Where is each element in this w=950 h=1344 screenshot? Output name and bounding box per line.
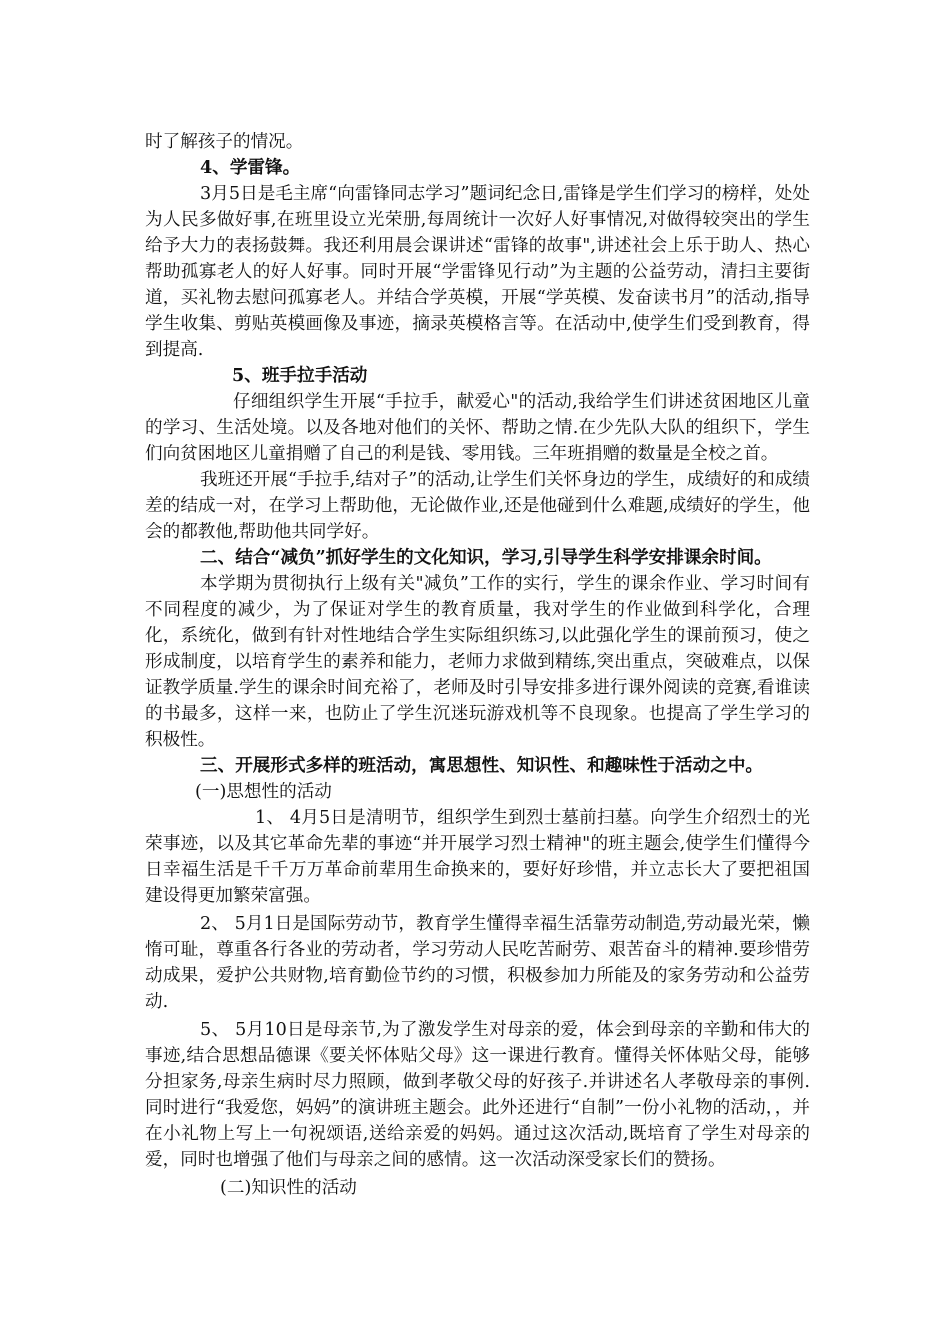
paragraph: 1、 4月5日是清明节，组织学生到烈士墓前扫墓。向学生介绍烈士的光荣事迹，以及其它革命先辈的事迹“并开展学习烈士精神"的班主题会,使学生们懂得今日幸福生活是千千万万革命前辈用生命换来的，要好好珍惜，并立志长大了要把祖国建设得更加繁荣富强。 (145, 808, 810, 906)
paragraph: 本学期为贯彻执行上级有关"减负”工作的实行，学生的课余作业、学习时间有不同程度的减少，为了保证对学生的教育质量，我对学生的作业做到科学化，合理化，系统化，做到有针对性地结合学生实际组织练习,以此强化学生的课前预习，使之形成制度，以培育学生的素养和能力，老师力求做到精练,突出重点，突破难点，以保证教学质量.学生的课余时间充裕了，老师及时引导安排多进行课外阅读的竞赛,看谁读的书最多，这样一来，也防止了学生沉迷玩游戏机等不良现象。也提高了学生学习的积极性。 (145, 574, 810, 750)
section-heading: 二、结合“减负”抓好学生的文化知识，学习,引导学生科学安排课余时间。 (200, 547, 772, 568)
subsection-heading: (一)思想性的活动 (195, 782, 332, 802)
subsection-heading: (二)知识性的活动 (220, 1178, 357, 1198)
paragraph: 仔细组织学生开展“手拉手，献爱心"的活动,我给学生们讲述贫困地区儿童的学习、生活处境。以及各地对他们的关怀、帮助之情.在少先队大队的组织下，学生们向贫困地区儿童捐赠了自己的利是钱、零用钱。三年班捐赠的数量是全校之首。 (145, 392, 810, 464)
paragraph: 3月5日是毛主席“向雷锋同志学习”题词纪念日,雷锋是学生们学习的榜样，处处为人民多做好事,在班里设立光荣册,每周统计一次好人好事情况,对做得较突出的学生给予大力的表扬鼓舞。我还利用晨会课讲述“雷锋的故事",讲述社会上乐于助人、热心帮助孤寡老人的好人好事。同时开展“学雷锋见行动”为主题的公益劳动，清扫主要街道，买礼物去慰问孤寡老人。并结合学英模，开展“学英模、发奋读书月”的活动,指导学生收集、剪贴英模画像及事迹，摘录英模格言等。在活动中,使学生们受到教育，得到提高. (145, 184, 810, 360)
paragraph: 我班还开展“手拉手,结对子”的活动,让学生们关怀身边的学生，成绩好的和成绩差的结成一对，在学习上帮助他，无论做作业,还是他碰到什么难题,成绩好的学生，他会的都教他,帮助他共同学好。 (145, 470, 810, 542)
paragraph: 2、 5月1日是国际劳动节，教育学生懂得幸福生活靠劳动制造,劳动最光荣，懒惰可耻，尊重各行各业的劳动者，学习劳动人民吃苦耐劳、艰苦奋斗的精神.要珍惜劳动成果，爱护公共财物,培育勤俭节约的习惯，积极参加力所能及的家务劳动和公益劳动. (145, 914, 810, 1012)
section-heading: 三、开展形式多样的班活动，寓思想性、知识性、和趣味性于活动之中。 (200, 755, 764, 776)
section-heading: 4、学雷锋。 (200, 157, 301, 178)
paragraph: 时了解孩子的情况。 (145, 132, 304, 152)
document-body (145, 129, 810, 1201)
section-heading: 5、班手拉手活动 (232, 365, 368, 386)
paragraph: 5、 5月10日是母亲节,为了激发学生对母亲的爱，体会到母亲的辛勤和伟大的事迹,结合思想品德课《要关怀体贴父母》这一课进行教育。懂得关怀体贴父母，能够分担家务,母亲生病时尽力照顾，做到孝敬父母的好孩子.并讲述名人孝敬母亲的事例.同时进行“我爱您，妈妈”的演讲班主题会。此外还进行“自制”一份小礼物的活动，，并在小礼物上写上一句祝颂语,送给亲爱的妈妈。通过这次活动,既培育了学生对母亲的爱，同时也增强了他们与母亲之间的感情。这一次活动深受家长们的赞扬。 (145, 1020, 810, 1170)
